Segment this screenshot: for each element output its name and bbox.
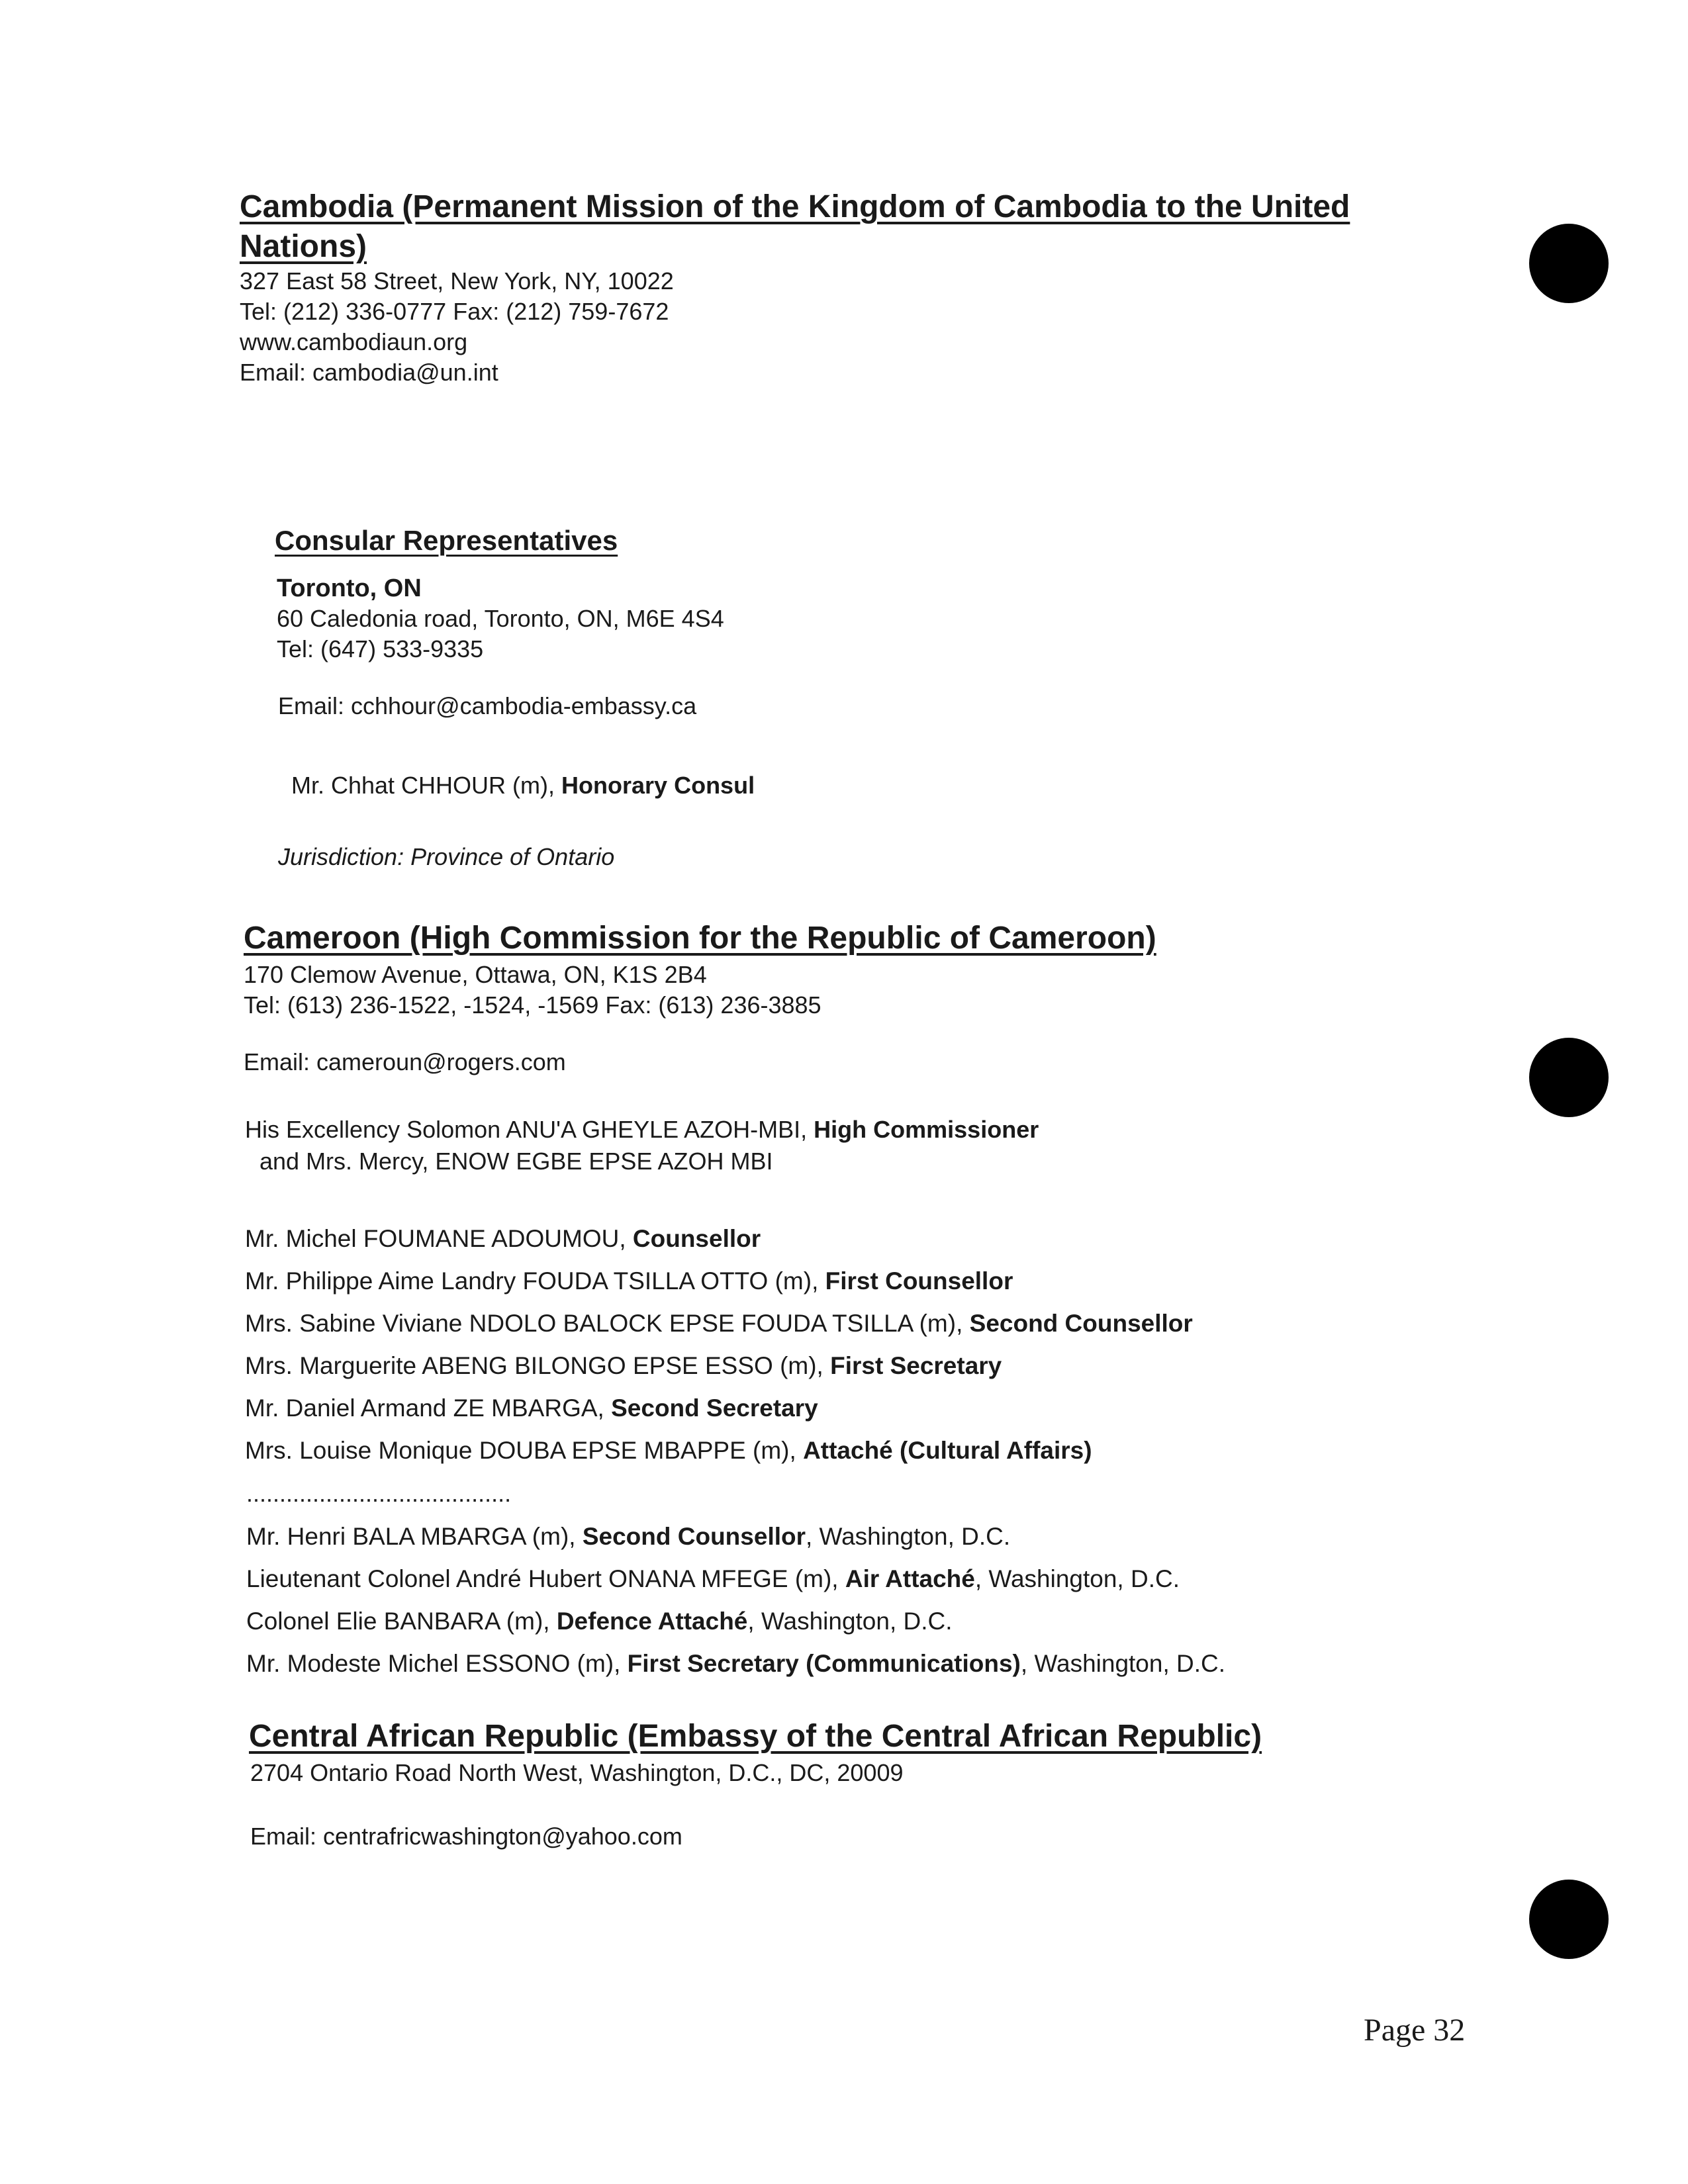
staff-name: Lieutenant Colonel André Hubert ONANA MFEGE (m), [246,1565,839,1592]
cameroon-heading: Cameroon (High Commission for the Republic of Cameroon) [244,921,1156,956]
consular-address: 60 Caledonia road, Toronto, ON, M6E 4S4 [277,605,724,632]
cameroon-email: Email: cameroun@rogers.com [244,1048,566,1075]
consul-title: Honorary Consul [561,772,755,799]
cambodia-heading-line1: Cambodia (Permanent Mission of the Kingdom of Cambodia to the United [240,189,1350,224]
staff-name: Mrs. Sabine Viviane NDOLO BALOCK EPSE FOUDA TSILLA (m), [245,1310,963,1337]
staff-row [246,1516,1225,1558]
staff-title: Second Secretary [611,1394,818,1422]
consular-tel: Tel: (647) 533-9335 [277,635,484,662]
cameroon-head-of-mission [245,1115,1039,1145]
staff-name: Mr. Michel FOUMANE ADOUMOU, [245,1225,626,1252]
staff-row [245,1387,1193,1430]
staff-location: , Washington, D.C. [974,1565,1180,1592]
staff-title: Second Counsellor [582,1523,806,1550]
car-heading: Central African Republic (Embassy of the Central African Republic) [249,1719,1262,1754]
staff-row [245,1218,1193,1260]
head-name: His Excellency Solomon ANU'A GHEYLE AZOH-MBI, [245,1116,808,1143]
cambodia-contact [240,266,674,388]
staff-name: Mrs. Marguerite ABENG BILONGO EPSE ESSO (m), [245,1352,823,1379]
cambodia-address: 327 East 58 Street, New York, NY, 10022 [240,267,674,295]
hole-punch-mark [1529,224,1609,303]
cambodia-website: www.cambodiaun.org [240,328,468,355]
consular-city: Toronto, ON [277,574,422,602]
staff-title: Counsellor [632,1225,761,1252]
consul-name: Mr. Chhat CHHOUR (m), [291,772,555,799]
staff-name: Mr. Henri BALA MBARGA (m), [246,1523,576,1550]
consular-jurisdiction: Jurisdiction: Province of Ontario [278,843,615,870]
staff-name: Colonel Elie BANBARA (m), [246,1608,550,1635]
staff-title: Defence Attaché [556,1608,748,1635]
staff-row [245,1302,1193,1345]
cameroon-washington-staff-list [246,1516,1225,1685]
consul-entry [291,770,755,801]
page-number: Page 32 [1364,2013,1466,2048]
cambodia-heading [240,187,1350,267]
consular-heading: Consular Representatives [275,525,618,556]
hole-punch-mark [1529,1880,1609,1959]
staff-row [246,1643,1225,1685]
staff-row [245,1260,1193,1302]
car-email: Email: centrafricwashington@yahoo.com [250,1823,682,1850]
cameroon-spouse: and Mrs. Mercy, ENOW EGBE EPSE AZOH MBI [259,1148,773,1175]
cameroon-tel: Tel: (613) 236-1522, -1524, -1569 Fax: (613) 236-3885 [244,991,821,1019]
staff-separator: ........................................ [246,1480,512,1507]
staff-title: Air Attaché [845,1565,975,1592]
staff-location: , Washington, D.C. [1020,1650,1226,1677]
staff-row [246,1558,1225,1600]
staff-row [246,1600,1225,1643]
consular-email: Email: cchhour@cambodia-embassy.ca [278,692,697,719]
consular-contact [277,604,724,664]
staff-title: Second Counsellor [969,1310,1193,1337]
cambodia-email: Email: cambodia@un.int [240,359,498,386]
staff-name: Mr. Modeste Michel ESSONO (m), [246,1650,621,1677]
cameroon-contact [244,960,821,1021]
cameroon-staff-list [245,1218,1193,1472]
car-address: 2704 Ontario Road North West, Washington, D.C., DC, 20009 [250,1759,904,1786]
staff-title: First Counsellor [825,1267,1013,1295]
staff-location: , Washington, D.C. [806,1523,1011,1550]
staff-title: First Secretary (Communications) [627,1650,1021,1677]
staff-name: Mr. Philippe Aime Landry FOUDA TSILLA OTTO (m), [245,1267,819,1295]
staff-row [245,1345,1193,1387]
staff-name: Mr. Daniel Armand ZE MBARGA, [245,1394,604,1422]
cameroon-address: 170 Clemow Avenue, Ottawa, ON, K1S 2B4 [244,961,707,988]
staff-row [245,1430,1193,1472]
staff-location: , Washington, D.C. [747,1608,953,1635]
head-title: High Commissioner [814,1116,1039,1143]
hole-punch-mark [1529,1038,1609,1117]
staff-title: First Secretary [830,1352,1002,1379]
cambodia-tel: Tel: (212) 336-0777 Fax: (212) 759-7672 [240,298,669,325]
cambodia-heading-line2: Nations) [240,229,367,264]
staff-name: Mrs. Louise Monique DOUBA EPSE MBAPPE (m), [245,1437,796,1464]
staff-title: Attaché (Cultural Affairs) [803,1437,1092,1464]
